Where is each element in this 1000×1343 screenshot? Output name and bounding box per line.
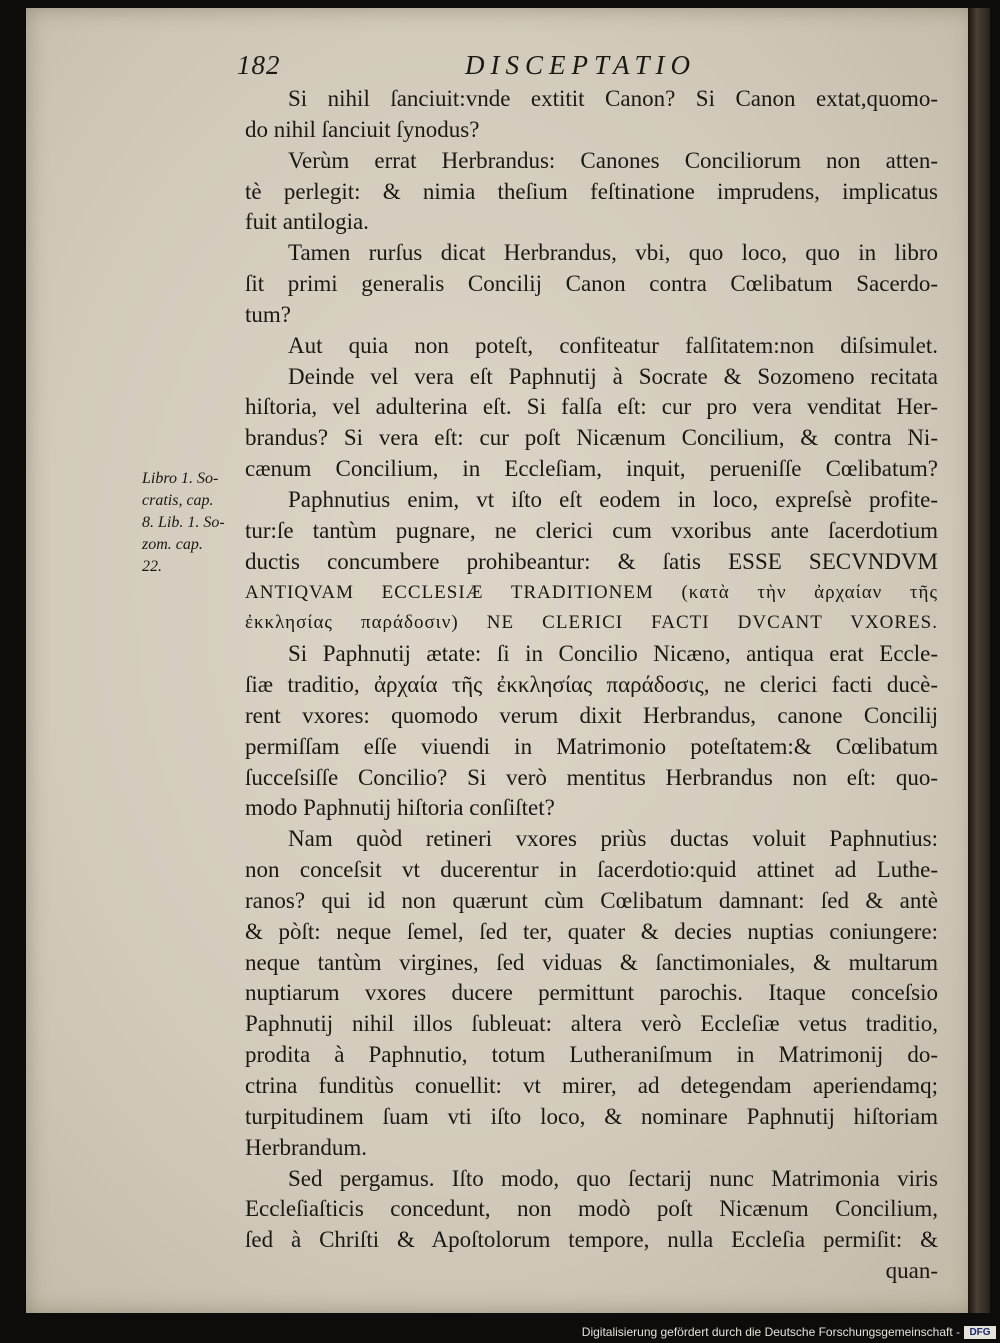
text-line: modo Paphnutij hiſtoria conſiſtet? [245, 795, 555, 821]
text-line: Si Paphnutij ætate: ſi in Concilio Nicæno, antiqua erat Eccle- [288, 641, 938, 667]
text-line: ſucceſsiſſe Concilio? Si verò mentitus Herbrandus non eſt: quo- [245, 764, 938, 790]
text-line: non conceſsit vt ducerentur in ſacerdotio:quid attinet ad Luthe- [245, 857, 938, 883]
text-line: ctrina funditùs conuellit: vt mirer, ad detegendam aperiendamq; [245, 1073, 938, 1098]
book-edge [968, 8, 990, 1313]
text-line: tur:ſe tantùm pugnare, ne clerici cum vxoribus ante ſacerdotium [245, 517, 938, 543]
footer-credit: Digitalisierung gefördert durch die Deutsche Forschungsgemeinschaft - [581, 1325, 960, 1339]
page-number: 182 [237, 50, 281, 80]
margin-note-line: Libro 1. So- [142, 470, 219, 487]
text-line: ἐκκλησίας παράδοσιν) NE CLERICI FACTI DVCANT VXORES. [245, 612, 938, 634]
text-line: Aut quia non poteſt, confiteatur falſitatem:non diſsimulet. [288, 332, 938, 358]
text-line: hiſtoria, vel adulterina eſt. Si falſa eſt: cur pro vera venditat Her- [245, 394, 938, 420]
text-line: cænum Concilium, in Eccleſiam, inquit, perueniſſe Cœlibatum? [245, 456, 938, 482]
text-line: ANTIQVAM ECCLESIÆ TRADITIONEM (κατὰ τὴν ἀρχαίαν τῆς [245, 581, 938, 603]
text-line: Si nihil ſanciuit:vnde extitit Canon? Si Canon extat,quomo- [288, 86, 938, 111]
text-line: ductis concumbere prohibeantur: & ſatis ESSE SECVNDVM [245, 548, 938, 574]
text-line: Eccleſiaſticis concedunt, non modò poſt Nicænum Concilium, [245, 1196, 938, 1222]
text-line: prodita à Paphnutio, totum Lutheraniſmum in Matrimonij do- [245, 1042, 938, 1068]
text-line: neque tantùm virgines, ſed viduas & ſanctimoniales, & multarum [245, 949, 938, 975]
text-line: tè perlegit: & nimia theſium feſtinatione imprudens, implicatus [245, 178, 938, 204]
text-line: rent vxores: quomodo verum dixit Herbrandus, canone Concilij [245, 702, 938, 728]
text-line: Deinde vel vera eſt Paphnutij à Socrate & Sozomeno recitata [288, 363, 938, 389]
margin-note [142, 468, 262, 578]
text-line: turpitudinem ſuam vti iſto loco, & nominare Paphnutij hiſtoriam [245, 1103, 938, 1129]
margin-note-line: zom. cap. [142, 536, 203, 553]
text-line: Tamen rurſus dicat Herbrandus, vbi, quo loco, quo in libro [288, 240, 938, 266]
text-line: nuptiarum vxores ducere permittunt parochis. Itaque conceſsio [245, 980, 938, 1006]
text-line: do nihil ſanciuit ſynodus? [245, 116, 480, 142]
text-line: permiſſam eſſe viuendi in Matrimonio poteſtatem:& Cœlibatum [245, 733, 938, 759]
text-line: fuit antilogia. [245, 209, 369, 235]
text-line: Nam quòd retineri vxores priùs ductas voluit Paphnutius: [288, 826, 938, 852]
text-line: Paphnutius enim, vt iſto eſt eodem in loco, expreſsè profite- [288, 486, 938, 512]
text-line: Sed pergamus. Iſto modo, quo ſectarij nunc Matrimonia viris [288, 1165, 938, 1191]
digitization-footer [0, 1323, 1000, 1343]
text-line: ſiæ traditio, ἀρχαία τῆς ἐκκλησίας παράδοσις, ne clerici facti ducè- [245, 672, 938, 698]
text-line: Verùm errat Herbrandus: Canones Conciliorum non atten- [288, 147, 938, 173]
catchword: quan- [885, 1258, 938, 1284]
text-line: Paphnutij nihil illos ſubleuat: altera verò Eccleſiæ vetus traditio, [245, 1011, 938, 1037]
text-line: & pòſt: neque ſemel, ſed ter, quater & decies nuptias coniungere: [245, 918, 938, 944]
text-line: ſit primi generalis Concilij Canon contra Cœlibatum Sacerdo- [245, 271, 938, 297]
text-line: ſed à Chriſti & Apoſtolorum tempore, nulla Eccleſia permiſit: & [245, 1227, 938, 1253]
running-title: DISCEPTATIO [465, 50, 696, 80]
margin-note-line: 8. Lib. 1. So- [142, 514, 225, 531]
text-line: tum? [245, 301, 291, 327]
text-line: ranos? qui id non quærunt cùm Cœlibatum damnant: ſed & antè [245, 887, 938, 913]
text-line: brandus? Si vera eſt: cur poſt Nicænum Concilium, & contra Ni- [245, 425, 938, 451]
text-line: Herbrandum. [245, 1134, 367, 1160]
body-text [245, 84, 938, 1287]
margin-note-line: 22. [142, 558, 162, 575]
dfg-logo-icon: DFG [964, 1326, 996, 1339]
margin-note-line: cratis, cap. [142, 492, 214, 509]
